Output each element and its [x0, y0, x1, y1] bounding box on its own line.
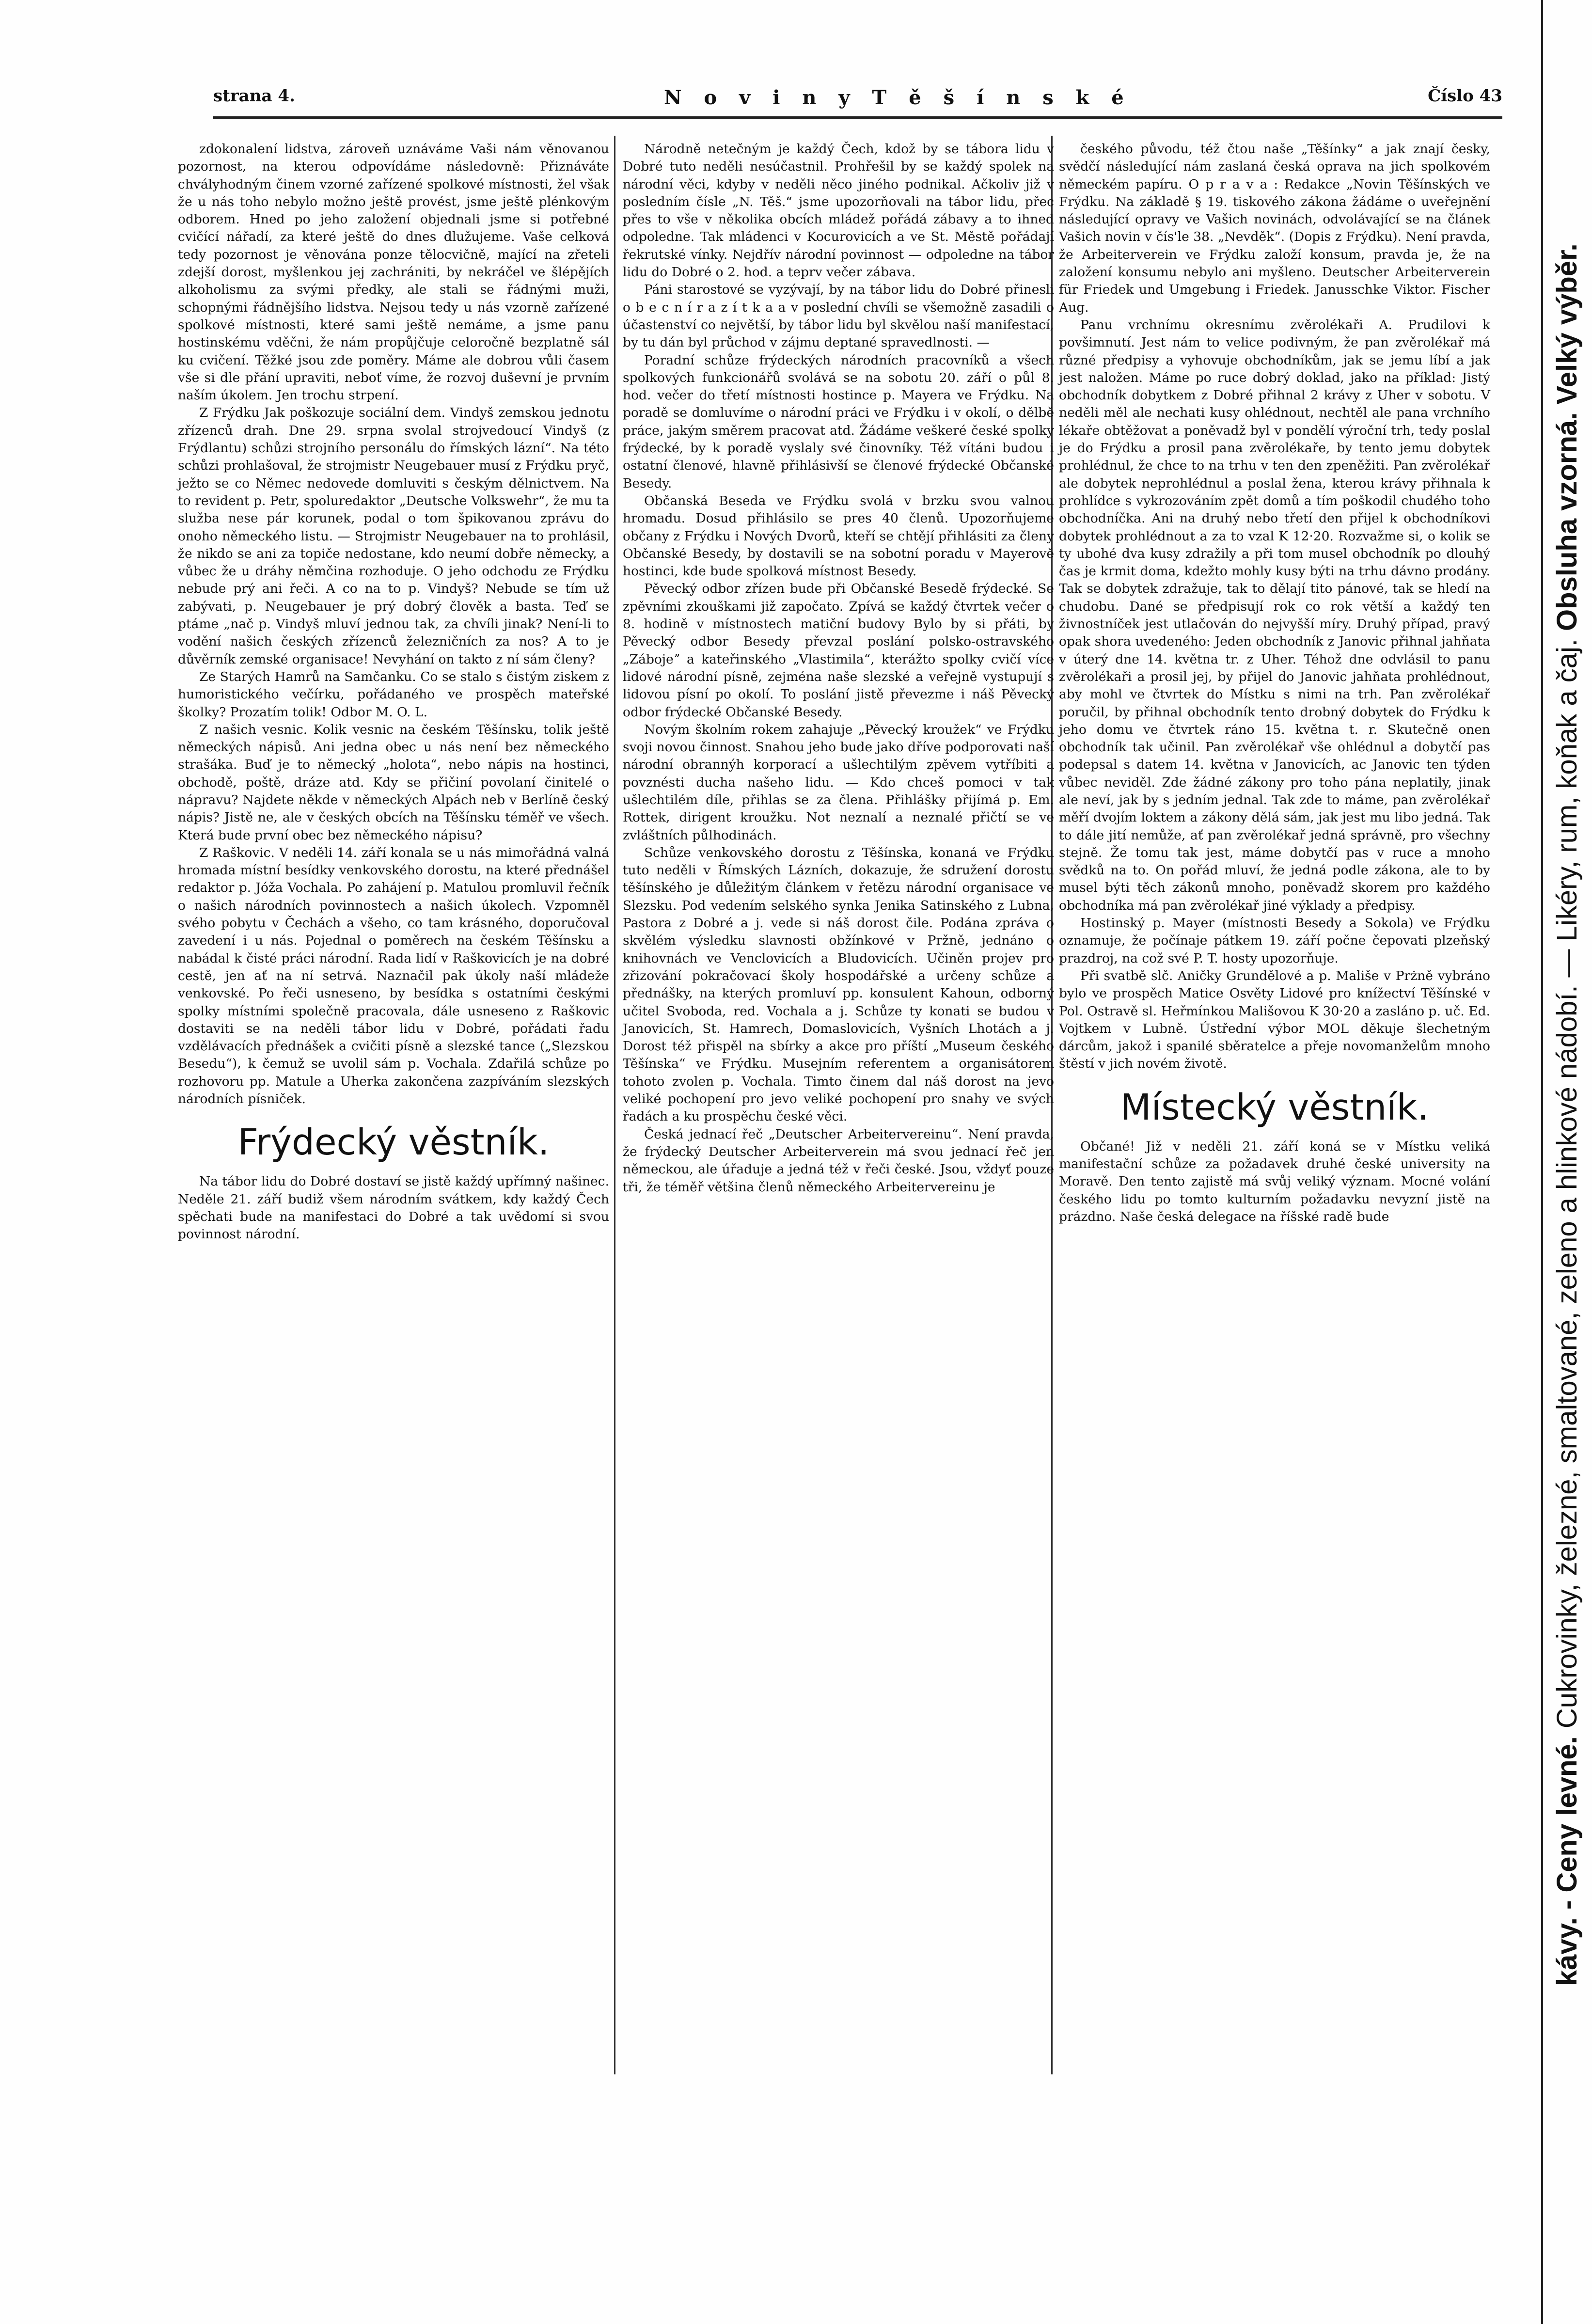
article-paragraph: Páni starostové se vyzývají, by na tábor lidu do Dobré přinesli o b e c n í r a z í t k a a v poslední chvíli se všemožně zasadili o účastenství co největší, by tábor lidu byl skvělou naší manifestací, by tu dán byl průchod v zájmu deptané spravedlnosti. — — [623, 282, 1054, 350]
article-paragraph: Občané! Již v neděli 21. září koná se v Místku veliká manifestační schůze za požadavek druhé české university na Moravě. Den tento zajistě má svůj veliký význam. Mocné volání českého lidu po tomto kulturním požadavku nevyzní jistě na prázdno. Naše česká delegace na říšské radě bude — [1059, 1138, 1490, 1224]
section-title-frydek: Frýdecký věstník. — [237, 1122, 550, 1164]
article-paragraph: Panu vrchnímu okresnímu zvěrolékaři A. Prudilovi k povšimnutí. Jest nám to velice podivným, že pan zvěrolékař má různé předpisy a vyhovuje obchodníkům, jak se jemu líbí a jak jest naložen. Máme po ruce dobrý doklad, jako na příklad: Jistý obchodník dobytkem z Dobré přihnal 2 krávy z Uher v sobotu. V neděli měl ale nechati kusy ohlédnout, nechtěl ale pana vrchního lékaře obtěžovat a poněvadž byl v pondělí výroční trh, tedy poslal je do Frýdku a prosil pana zvěrolékaře, by tento jemu dobytek prohlédnul, že chce to na trhu v ten den zpeněžiti. Pan zvěrolékař ale dobytek neprohlédnul a poslal žena, kterou krávy přihnala k prohlídce s vykrozováním zpět domů a tím poškodil chudého toho obchodníčka. Ani na druhý nebo třetí den přijel k obchodníkovi dobytek prohlédnout a za to vzal K 12·20. Rozvažme si, o kolik se ty ubohé dva kusy zdražily a při tom musel obchodník po dlouhý čas je krmit doma, kdežto mohly kusy býti na trhu dávno prodány. Tak se dobytek zdražuje, tak to dělají tito pánové, tak se hledí na chudobu. Dané se předpisují rok co rok větší a každý ten živnostníček jest utlačován do nejvyšší míry. Druhý případ, pravý opak shora uvedeného: Jeden obchodník z Janovic přihnal jahňata v úterý dne 14. května tr. z Uher. Téhož dne odvlásil to panu zvěrolékaři a prosil jej, by přijel do Janovic jahňata prohlédnout, aby mohl ve čtvrtek do Místku s nimi na trh. Pan zvěrolékař poručil, by přihnal obchodník tento drobný dobytek do Frýdku k jeho domu ve čtvrtek ráno 15. května t. r. Skutečně onen obchodník tak učinil. Pan zvěrolékař vše ohlédnul a dobytčí pas podepsal s datem 14. května v Janovicích, ac Janovic ten týden vůbec neviděl. Zde žádné zákony pro toho pána neplatily, jinak ale neví, jak by s jedním jednal. Tak zde to máme, pan zvěrolékař měří dvojím loktem a zákony dělá sám, jak jest mu libo jedná. Tak to dále jití nemůže, ať pan zvěrolékař jedná správně, pro všechny stejně. Že tomu tak jest, máme dobytčí pas v ruce a mnoho svědků na to. On pořád mluví, že jedná podle zákona, ale to by musel býti těch zákonů mnoho, poněvadž skorem pro každého obchodníka má pan zvěrolékař jiné výklady a předpisy. — [1059, 317, 1490, 913]
article-paragraph: Z našich vesnic. Kolik vesnic na českém Těšínsku, tolik ještě německých nápisů. Ani jedna obec u nás není bez německého strašáka. Buď je to německý „holota“, nebo nápis na hostinci, obchodě, poště, dráze atd. Kdy se přičiní povolaní činitelé o nápravu? Najdete někde v německých Alpách neb v Berlíně český nápis? Jistě ne, ale v českých obcích na Těšínsku téměř ve všech. Která bude první obec bez německého nápisu? — [178, 722, 609, 843]
article-paragraph: Občanská Beseda ve Frýdku svolá v brzku svou valnou hromadu. Dosud přihlásilo se pres 40 členů. Upozorňujeme občany z Frýdku i Nových Dvorů, kteří se chtějí přihlásiti za členy Občanské Besedy, by dostavili se na sobotní poradu v Mayerově hostinci, kde bude spolková místnost Besedy. — [623, 493, 1054, 579]
ad-text-spacer — [1551, 405, 1583, 412]
section-title-mistek: Místecký věstník. — [1120, 1086, 1429, 1128]
newspaper-title: N o v i n y T ě š í n s k é — [664, 86, 1132, 109]
article-paragraph: Ze Starých Hamrů na Samčanku. Co se stalo s čistým ziskem z humoristického večírku, pořádaného ve prospěch mateřské školky? Prozatím tolik! Odbor M. O. L. — [178, 669, 609, 720]
ad-text-part: Cukrovinky, železné, smaltované, zeleno a hlinkové nádobí. — Likéry, rum, koňak a čaj. — [1551, 631, 1583, 1729]
article-paragraph: Na tábor lidu do Dobré dostaví se jistě každý upřímný našinec. Neděle 21. září budiž všem národním svátkem, kdy každý Čech spěchati bude na manifestaci do Dobré a tak uvědomí si svou povinnost národní. — [178, 1174, 609, 1242]
column-2 — [623, 141, 1054, 1196]
side-advertisement — [1541, 0, 1592, 2324]
article-paragraph: Z Frýdku Jak poškozuje sociální dem. Vindyš zemskou jednotu zřízenců drah. Dne 29. srpna svolal strojvedoucí Vindyš (z Frýdlantu) schůzi strojního personálu do římských lázní“. Na této schůzi prohlašoval, že strojmistr Neugebauer musí z Frýdku pryč, ježto se co Němec nedovede domluviti s českým dělnictvem. Na to revident p. Petr, spoluredaktor „Deutsche Volkswehr“, že mu ta služba nese pár korunek, podal o tom špikovanou zprávu do onoho německého listu. — Strojmistr Neugebauer na to prohlásil, že nikdo se ani za topiče nedostane, kdo neumí dobře německy, a vůbec že u dráhy němčina rozhoduje. O jeho odchodu ze Frýdku nebude prý ani řeči. A co na to p. Vindyš? Nebude se tím už zabývati, p. Neugebauer je prý dobrý člověk a basta. Teď se ptáme „nač p. Vindyš mluví jednou tak, za chvíli jinak? Není-li to vodění našich českých zřízenců železničních za nos? A to je důvěrník zemské organisace! Nevyhání on takto z ní sám členy? — [178, 405, 609, 667]
column-divider — [614, 136, 615, 2074]
page-number: strana 4. — [213, 86, 295, 106]
article-paragraph: zdokonalení lidstva, zároveň uznáváme Vaši nám věnovanou pozornost, na kterou odpovídáme následovně: Přiznáváte chvályhodným činem vzorné zařízené spolkové místnosti, žel však že u nás toho nebylo možno ještě provést, jsme ještě plénkovým odborem. Hned po jeho založení objednali jsme si potřebné cvičící nářadí, za které ještě do dnes dlužujeme. Vaše celková tedy pozornost je věnována ponze tělocvičně, mající na zřeteli zdejší dorost, myšlenkou jej zachrániti, by nekráčel ve šlépějích alkoholismu za svými předky, ale stali se řádnými muži, schopnými řádnějšího lidstva. Nejsou tedy u nás vzorně zařízené spolkové místnosti, které sami ještě nemáme, a jsme panu hostinskému vděčni, že nám propůjčuje celoročně bezplatně sál ku cvičení. Těžké jsou zde poměry. Máme ale dobrou vůli časem vše si dle přání upraviti, neboť víme, že rozvoj duševní je prvním naším úkolem. Jen trochu strpení. — [178, 142, 609, 403]
article-paragraph: českého původu, též čtou naše „Těšínky“ a jak znají česky, svědčí následující nám zaslaná česká oprava na jich spolkovém německém papíru. O p r a v a : Redakce „Novin Těšínských ve Frýdku. Na základě § 19. tiskového zákona žádáme o uveřejnění následující opravy ve Vašich novinách, odvolávající se na článek Vašich novin v čís'le 38. „Nevděk“. (Dopis z Frýdku). Není pravda, že Arbeiterverein ve Frýdku založí konsum, pravda je, že na založení konsumu nebylo ani myšleno. Deutscher Arbeiterverein für Friedek und Umgebung i Friedek. Janusschke Viktor. Fischer Aug. — [1059, 142, 1490, 315]
article-paragraph: Hostinský p. Mayer (místnosti Besedy a Sokola) ve Frýdku oznamuje, že počínaje pátkem 19. září počne čepovati plzeňský prazdroj, na což své P. T. hosty upozorňuje. — [1059, 916, 1490, 966]
article-paragraph: Poradní schůze frýdeckých národních pracovníků a všech spolkových funkcionářů svolává se na sobotu 20. září o půl 8. hod. večer do třetí místnosti hostince p. Mayera ve Frýdku. Na poradě se domluvíme o národní práci ve Frýdku i v okolí, o dělbě práce, jakým směrem pracovat atd. Žádáme veškeré české spolky frýdecké, by k poradě vyslaly své činovníky. Též vítáni budou i ostatní členové, hlavně přihlásivší se členové frýdecké Občanské Besedy. — [623, 352, 1054, 491]
article-paragraph: Národně netečným je každý Čech, kdož by se tábora lidu v Dobré tuto neděli nesúčastnil. Prohřešil by se každý spolek na národní věci, kdyby v neděli něco jiného podnikal. Ačkoliv již v posledním čísle „N. Těš.“ jsme upozorňovali na tábor lidu, přec přes to vše v několika obcích mládež pořádá zábavy a to ihned odpoledne. Tak mládenci v Kocurovicích a ve St. Městě pořádají řekrutské vínky. Nejdřív národní povinnost — odpoledne na tábor lidu do Dobré o 2. hod. a teprv večer zábava. — [623, 142, 1054, 280]
ad-border — [1541, 0, 1543, 2324]
page-header — [213, 86, 1502, 115]
ad-text-part: Obsluha vzorná. — [1551, 412, 1583, 631]
article-paragraph: Schůze venkovského dorostu z Těšínska, konaná ve Frýdku tuto neděli v Římských Lázních, dokazuje, že sdružení dorostu těšínského je důležitým článkem v řetězu národní organisace ve Slezsku. Pod vedením selského synka Jenika Satinského z Lubna, Pastora z Dobré a j. vede si náš dorost čile. Podána zpráva o skvělém výsledku slavnosti obžínkové v Pržně, jednáno o knihovnách ve Venclovicích a Bludovicích. Učiněn projev pro zřizování pokračovací školy hospodářské a určeny schůze a přednášky, na kterých promluví pp. konsulent Kahoun, odborný učitel Svoboda, red. Vochala a j. Schůze ty konati se budou v Janovicích, St. Hamrech, Domaslovicích, Vyšních Lhotách a j. Dorost též přispěl na sbírky a akce pro příští „Museum českého Těšínska“ ve Frýdku. Musejním referentem a organisátorem tohoto zvolen p. Vochala. Timto činem dal náš dorost na jevo veliké pochopení pro jevo veliké pochopení pro snahy ve svých řadách a ku prospěchu české věci. — [623, 845, 1054, 1124]
article-paragraph: Pěvecký odbor zřízen bude při Občanské Besedě frýdecké. Se zpěvními zkouškami již započato. Zpívá se každý čtvrtek večer o 8. hodině v místnostech matiční budovy Bylo by si přáti, by Pěvecký odbor Besedy převzal poslání polsko-ostravského „Zábojeˮ a kateřinského „Vlastimila“, kterážto spolky cvičí více lidové národní písně, zejména naše slezské a veřejně vystupují s lidovou písní po okolí. To poslání jistě převezme i náš Pěvecký odbor frýdecké Občanské Besedy. — [623, 581, 1054, 720]
column-3 — [1059, 141, 1490, 1226]
article-paragraph: Při svatbě slč. Aničky Grundělové a p. Mališe v Prżně vybráno bylo ve prospěch Matice Osvěty Lidové pro knížectví Těšínské v Pol. Ostravě sl. Heřmínkou Mališovou K 30·20 a zasláno p. uč. Ed. Vojtkem v Lubně. Ústřední výbor MOL děkuje šlechetným dárcům, jakož i spanilé sběratelce a přeje novomanželům mnoho štěstí v jich novém životě. — [1059, 968, 1490, 1072]
issue-number: Číslo 43 — [1428, 86, 1502, 106]
ad-text-part: - Ceny levné. — [1551, 1728, 1583, 1918]
header-rule — [213, 116, 1502, 119]
article-paragraph: Česká jednací řeč „Deutscher Arbeitervereinu“. Není pravda, že frýdecký Deutscher Arbeiterverein má svou jednací řeč jen německou, ale úřaduje a jedná též v řeči české. Jsou, vždyť pouze tři, že téměř většina členů německého Arbeitervereinu je — [623, 1126, 1054, 1195]
column-1 — [178, 141, 609, 1244]
ad-text — [1551, 243, 1585, 1986]
ad-text-part: Velký výběr. — [1551, 243, 1583, 405]
article-paragraph: Z Raškovic. V neděli 14. září konala se u nás mimořádná valná hromada místní besídky venkovského dorostu, na které přednášel redaktor p. Jóža Vochala. Po zahájení p. Matulou promluvil řečník o našich národních povinnostech a našich úkolech. Vzpomněl svého pobytu v Čechách a všeho, co tam krásného, doporučoval zavedení i u nás. Pojednal o poměrech na českém Těšínsku a nabádal k čisté práci národní. Rada lidí v Raškovicích je na dobré cestě, jen ať na ní setrvá. Naznačil pak úkoly naší mládeže venkovské. Po řeči usneseno, by besídka s ostatními českými spolky místními společně pracovala, dále usneseno z Raškovic dostaviti se na neděli tábor lidu v Dobré, pořádati řadu vzdělávacích přednášek a cvičiti písně a slezské tance („Slezskou Besedu“), k čemuž se uvolil sám p. Vochala. Zdařilá schůze po rozhovoru pp. Matule a Uherka zakončena zazpíváním slezských národních písniček. — [178, 845, 609, 1107]
article-paragraph: Novým školním rokem zahajuje „Pěvecký kroužek“ ve Frýdku svoji novou činnost. Snahou jeho bude jako dříve podporovati naší národní obrannýh korporací a ušlechtilým zpěvem vytříbiti a povznésti ducha našeho lidu. — Kdo chceš pomoci v tak ušlechtilém díle, přihlas se za člena. Přihlášky přijímá p. Em. Rottek, dirigent kroužku. Not neznalí a neznalé přičtí se ve zvláštních půlhodinách. — [623, 722, 1054, 843]
ad-text-part: kávy. — [1551, 1917, 1583, 1986]
